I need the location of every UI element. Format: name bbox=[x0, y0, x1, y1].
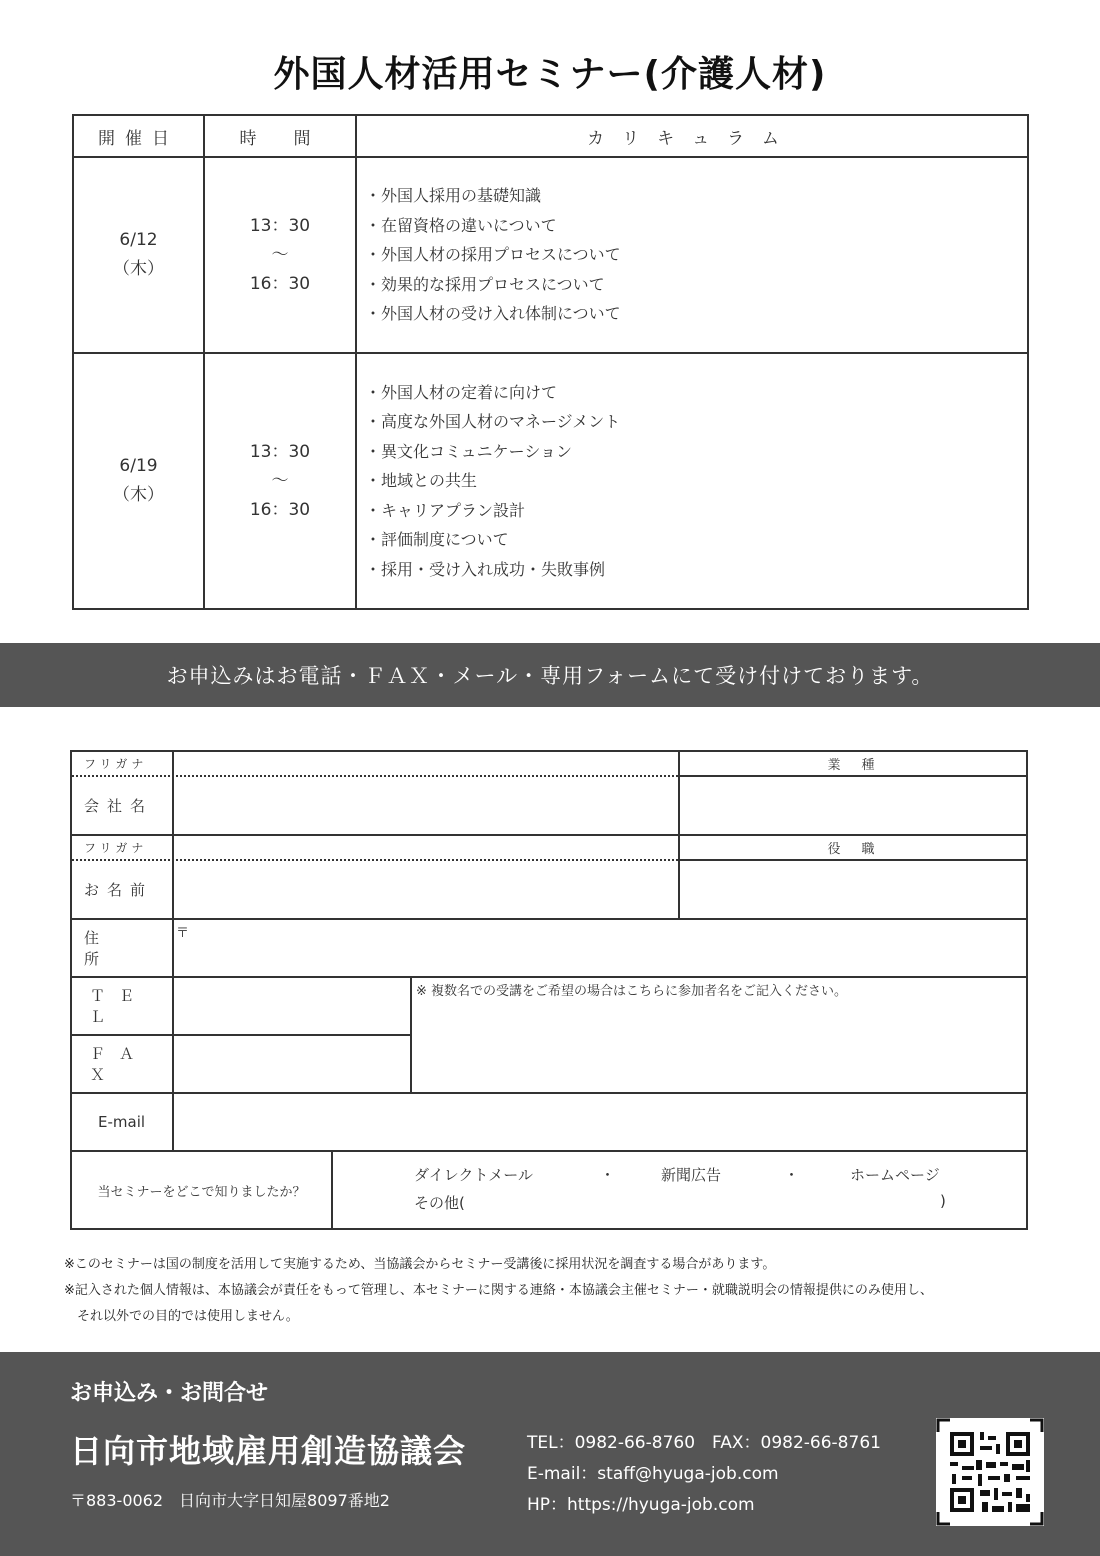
name-furigana-field[interactable] bbox=[174, 836, 678, 859]
session-date bbox=[74, 354, 205, 608]
contact-info bbox=[527, 1428, 881, 1521]
tel-field[interactable] bbox=[174, 978, 410, 1034]
curriculum-item: ・採用・受け入れ成功・失敗事例 bbox=[365, 559, 606, 579]
header-time: 時 間 bbox=[205, 116, 357, 156]
date-text: 6/12 bbox=[119, 230, 158, 250]
option-other[interactable]: その他( bbox=[414, 1194, 465, 1212]
option-separator: ・ bbox=[784, 1166, 800, 1184]
organization-name: 日向市地域雇用創造協議会 bbox=[70, 1432, 467, 1470]
notes bbox=[64, 1252, 1044, 1330]
organization-address: 〒883-0062 日向市大字日知屋8097番地2 bbox=[70, 1491, 390, 1510]
note: ※このセミナーは国の制度を活用して実施するため、当協議会からセミナー受講後に採用状況を調査する場合があります。 bbox=[64, 1257, 776, 1272]
email-link[interactable]: E-mail：staff@hyuga-job.com bbox=[527, 1464, 779, 1484]
option-other-close: ) bbox=[940, 1192, 946, 1210]
session-time bbox=[205, 354, 357, 608]
curriculum-list bbox=[357, 158, 1027, 352]
curriculum-item: ・外国人材の定着に向けて bbox=[365, 383, 558, 403]
curriculum-item: ・異文化コミュニケーション bbox=[365, 441, 573, 461]
address-field[interactable] bbox=[176, 922, 1026, 976]
start-time: 13：30 bbox=[249, 441, 311, 462]
option-newspaper[interactable]: 新聞広告 bbox=[661, 1166, 722, 1184]
application-banner: お申込みはお電話・ＦＡＸ・メール・専用フォームにて受け付けております。 bbox=[0, 643, 1100, 707]
curriculum-item: ・効果的な採用プロセスについて bbox=[365, 274, 605, 294]
time-separator: ～ bbox=[271, 470, 289, 491]
company-label: 会社名 bbox=[84, 797, 154, 815]
start-time: 13：30 bbox=[249, 215, 311, 236]
note: ※記入された個人情報は、本協議会が責任をもって管理し、本セミナーに関する連絡・本協議会主催セミナー・就職説明会の情報提供にのみ使用し、 bbox=[64, 1283, 933, 1298]
curriculum-item: ・高度な外国人材のマネージメント bbox=[365, 412, 621, 432]
contact-heading: お申込み・お問合せ bbox=[70, 1381, 269, 1406]
application-form bbox=[70, 750, 1028, 1230]
end-time: 16：30 bbox=[249, 499, 311, 520]
email-field[interactable] bbox=[174, 1094, 1026, 1150]
schedule-header-row bbox=[74, 116, 1027, 158]
weekday-text: （木） bbox=[113, 259, 164, 279]
weekday-text: （木） bbox=[113, 485, 164, 505]
industry-label: 業 種 bbox=[827, 758, 879, 773]
schedule-row bbox=[74, 158, 1027, 354]
curriculum-item: ・地域との共生 bbox=[365, 471, 478, 491]
address-label: 住 所 bbox=[84, 929, 175, 968]
position-label: 役 職 bbox=[827, 842, 879, 857]
fax-field[interactable] bbox=[174, 1036, 410, 1092]
option-homepage[interactable]: ホームページ bbox=[850, 1166, 940, 1184]
participants-field[interactable] bbox=[416, 980, 1022, 1090]
option-direct-mail[interactable]: ダイレクトメール bbox=[414, 1166, 533, 1184]
name-label: お名前 bbox=[84, 881, 154, 899]
session-date bbox=[74, 158, 205, 352]
schedule-row bbox=[74, 354, 1027, 608]
page-title: 外国人材活用セミナー(介護人材) bbox=[273, 54, 827, 95]
furigana-label: フリガナ bbox=[84, 757, 148, 771]
homepage-link[interactable]: HP：https://hyuga-job.com bbox=[527, 1495, 755, 1515]
tel-label: ＴＥＬ bbox=[90, 987, 149, 1026]
participants-note: ※ 複数名での受講をご希望の場合はこちらに参加者名をご記入ください。 bbox=[416, 984, 848, 999]
position-field[interactable] bbox=[680, 861, 1026, 918]
curriculum-item: ・評価制度について bbox=[365, 530, 509, 550]
qr-code-icon bbox=[936, 1418, 1044, 1526]
option-separator: ・ bbox=[600, 1166, 616, 1184]
industry-field[interactable] bbox=[680, 777, 1026, 834]
curriculum-item: ・キャリアプラン設計 bbox=[365, 500, 526, 520]
company-furigana-field[interactable] bbox=[174, 752, 678, 775]
source-question: 当セミナーをどこで知りましたか？ bbox=[97, 1184, 306, 1200]
email-label: E-mail bbox=[98, 1113, 146, 1131]
tel-fax-text: TEL：0982-66-8760 FAX：0982-66-8761 bbox=[527, 1433, 881, 1453]
curriculum-item: ・外国人材の受け入れ体制について bbox=[365, 304, 621, 324]
qr-code[interactable] bbox=[936, 1418, 1044, 1526]
header-curriculum: カリキュラム bbox=[587, 128, 797, 149]
time-separator: ～ bbox=[271, 244, 289, 265]
furigana-label: フリガナ bbox=[84, 841, 148, 855]
schedule-table bbox=[72, 114, 1029, 610]
end-time: 16：30 bbox=[249, 273, 311, 294]
curriculum-list bbox=[357, 354, 1027, 608]
company-field[interactable] bbox=[174, 777, 678, 834]
name-field[interactable] bbox=[174, 861, 678, 918]
curriculum-item: ・外国人材の採用プロセスについて bbox=[365, 245, 621, 265]
curriculum-item: ・外国人採用の基礎知識 bbox=[365, 186, 542, 206]
curriculum-item: ・在留資格の違いについて bbox=[365, 215, 557, 235]
note: それ以外での目的では使用しません。 bbox=[77, 1309, 299, 1324]
fax-label: ＦＡＸ bbox=[90, 1045, 149, 1084]
footer bbox=[0, 1352, 1100, 1556]
postal-mark: 〒 bbox=[176, 926, 190, 941]
date-text: 6/19 bbox=[119, 456, 158, 476]
header-date: 開催日 bbox=[74, 116, 205, 156]
session-time bbox=[205, 158, 357, 352]
